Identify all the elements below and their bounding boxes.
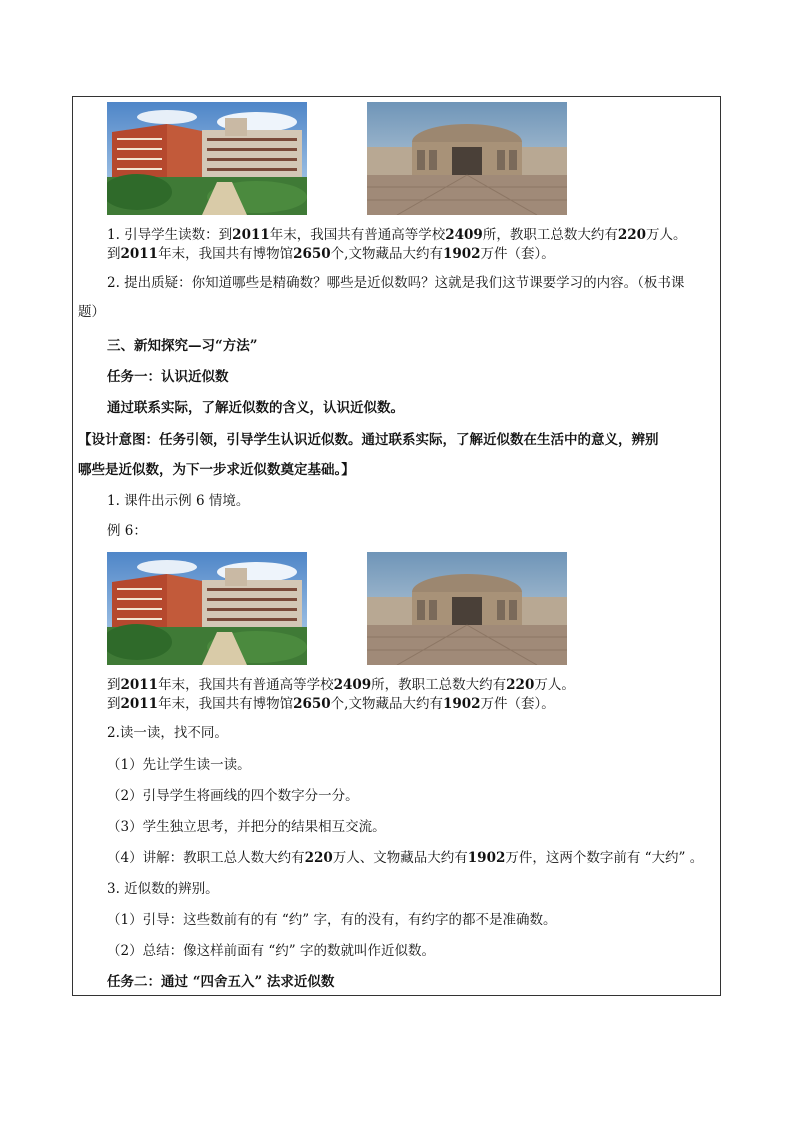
question-line-2: 题）: [78, 304, 105, 320]
example-label: 例 6：: [107, 523, 147, 539]
step-1: 1. 课件出示例 6 情境。: [107, 493, 250, 509]
reading-line-2: 到2011年末，我国共有博物馆2650个,文物藏品大约有1902万件（套）。: [107, 246, 555, 262]
substep-3-2: （2）总结：像这样前面有 “约” 字的数就叫作近似数。: [107, 943, 435, 959]
task-one-goal: 通过联系实际，了解近似数的含义，认识近似数。: [107, 400, 404, 416]
design-intent-line-2: 哪些是近似数，为下一步求近似数奠定基础。】: [78, 462, 355, 478]
section-heading-3: 三、新知探究—习“方法”: [107, 338, 258, 354]
substep-3-1: （1）引导：这些数前有的有 “约” 字，有的没有，有约字的都不是准确数。: [107, 912, 557, 928]
example-line-1: 到2011年末，我国共有普通高等学校2409所，教职工总数大约有220万人。: [107, 677, 575, 693]
substep-2-3: （3）学生独立思考，并把分的结果相互交流。: [107, 819, 386, 835]
task-one-title: 任务一：认识近似数: [107, 369, 229, 385]
reading-line-1: 1. 引导学生读数：到2011年末，我国共有普通高等学校2409所，教职工总数大约有220万人。: [107, 227, 687, 243]
substep-2-1: （1）先让学生读一读。: [107, 757, 251, 773]
campus-photo-2: [107, 552, 307, 665]
example-line-2: 到2011年末，我国共有博物馆2650个,文物藏品大约有1902万件（套）。: [107, 696, 555, 712]
task-two-title: 任务二：通过 “四舍五入” 法求近似数: [107, 974, 335, 990]
substep-2-2: （2）引导学生将画线的四个数字分一分。: [107, 788, 359, 804]
campus-photo-1: [107, 102, 307, 215]
design-intent-line-1: 【设计意图：任务引领，引导学生认识近似数。通过联系实际，了解近似数在生活中的意义，辨别: [78, 432, 659, 448]
museum-photo-1: [367, 102, 567, 215]
museum-photo-2: [367, 552, 567, 665]
step-2: 2.读一读，找不同。: [107, 725, 228, 741]
step-3: 3. 近似数的辨别。: [107, 881, 219, 897]
substep-2-4: （4）讲解：教职工总人数大约有220万人、文物藏品大约有1902万件，这两个数字前有 “大约” 。: [107, 850, 704, 866]
question-line-1: 2. 提出质疑：你知道哪些是精确数？哪些是近似数吗？这就是我们这节课要学习的内容。（板书课: [107, 275, 685, 291]
